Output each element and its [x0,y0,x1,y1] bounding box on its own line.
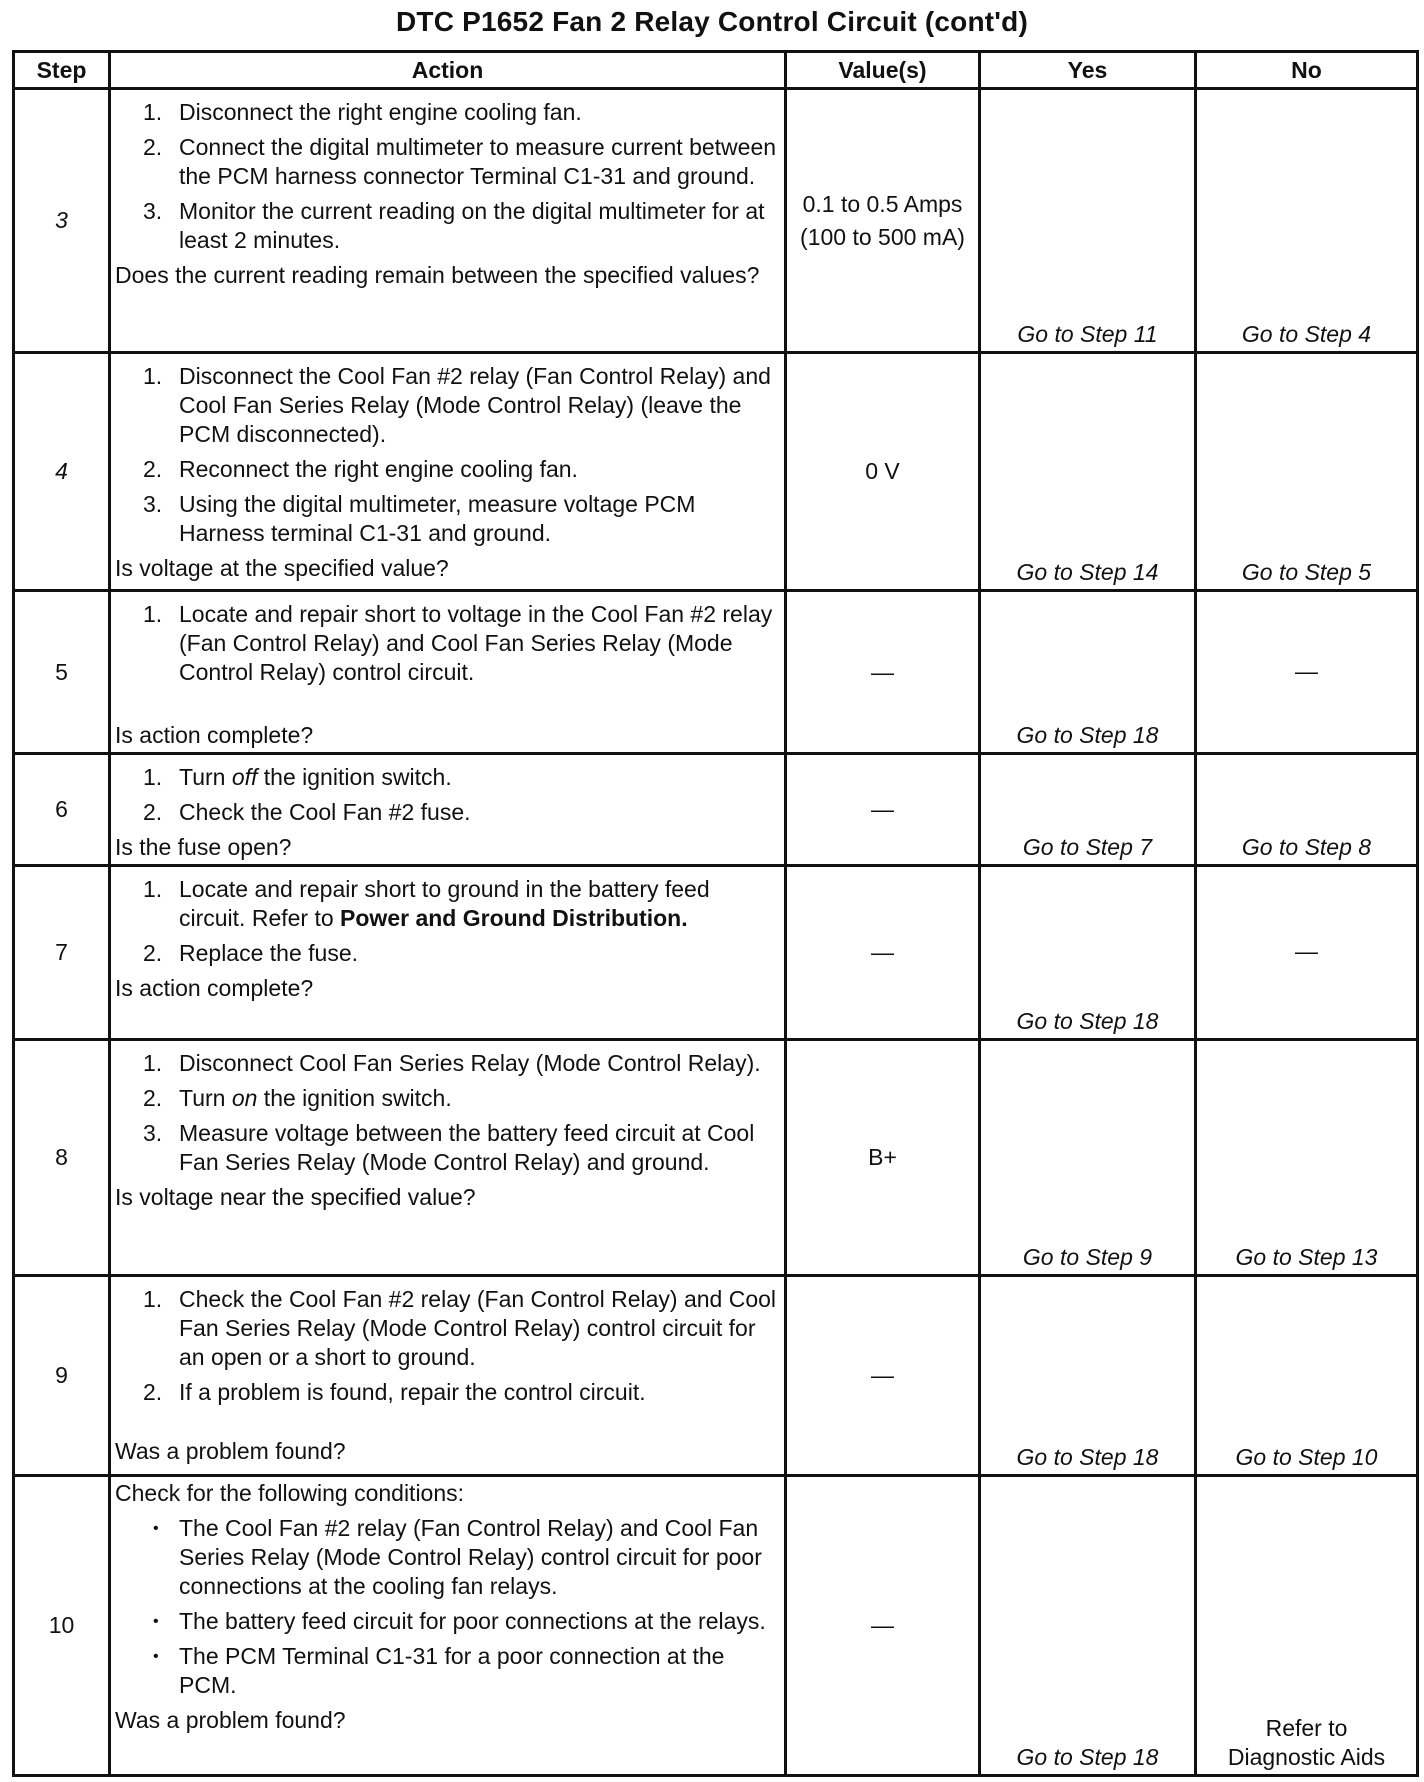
action-question: Is action complete? [115,975,314,1001]
yes-cell: Go to Step 9 [980,1040,1196,1276]
table-row [14,1276,1418,1476]
no-line: Diagnostic Aids [1227,1744,1386,1770]
no-cell: Go to Step 8 [1196,754,1418,866]
action-item: 1. Check the Cool Fan #2 relay (Fan Control Relay) and Cool Fan Series Relay (Mode Control Relay) control circuit for an open or a short to ground. [143,1286,777,1370]
action-item: 1. Turn off the ignition switch. [143,764,452,790]
action-item: 1. Disconnect Cool Fan Series Relay (Mode Control Relay). [143,1050,761,1076]
value-cell: — [786,1476,980,1776]
step-number: 4 [14,353,110,591]
action-item: 3. Measure voltage between the battery feed circuit at Cool Fan Series Relay (Mode Control Relay) and ground. [143,1120,755,1175]
value-cell: B+ [786,1040,980,1276]
action-item: 3. Monitor the current reading on the digital multimeter for at least 2 minutes. [143,198,765,253]
yes-cell: Go to Step 11 [980,89,1196,353]
action-item: 3. Using the digital multimeter, measure voltage PCM Harness terminal C1-31 and ground. [143,491,696,546]
cross-reference: Power and Ground Distribution [340,905,682,931]
header-values: Value(s) [786,52,980,89]
step-number: 3 [14,89,110,353]
table-row [14,591,1418,754]
action-item: 1. Disconnect the Cool Fan #2 relay (Fan Control Relay) and Cool Fan Series Relay (Mode Control Relay) (leave the PCM disconnected). [143,363,771,447]
action-item: 2. Connect the digital multimeter to measure current between the PCM harness connector Terminal C1-31 and ground. [143,134,777,189]
value-cell: — [786,866,980,1040]
no-cell: — [1196,866,1418,1040]
header-yes: Yes [980,52,1196,89]
step-number: 8 [14,1040,110,1276]
action-item: 2. If a problem is found, repair the control circuit. [143,1379,646,1405]
action-cell [110,591,786,754]
no-cell: Go to Step 13 [1196,1040,1418,1276]
table-row [14,353,1418,591]
step-number: 10 [14,1476,110,1776]
table-row [14,89,1418,353]
table-row [14,1476,1418,1776]
action-cell [110,1476,786,1776]
action-bullet: • The Cool Fan #2 relay (Fan Control Relay) and Cool Fan Series Relay (Mode Control Relay) control circuit for poor connections at the cooling fan relays. [115,1514,780,1601]
page-title: DTC P1652 Fan 2 Relay Control Circuit (cont'd) [396,6,1028,37]
action-intro: Check for the following conditions: [115,1480,465,1506]
step-number: 5 [14,591,110,754]
action-item: 2. Check the Cool Fan #2 fuse. [143,799,471,825]
value-cell: 0 V [786,353,980,591]
action-cell [110,1040,786,1276]
step-number: 6 [14,754,110,866]
action-item: 2. Reconnect the right engine cooling fan. [143,456,578,482]
no-cell: Go to Step 4 [1196,89,1418,353]
action-item: 1. Locate and repair short to ground in the battery feed circuit. Refer to Power and Ground Distribution. [143,876,710,931]
value-cell [786,89,980,353]
value-line: 0.1 to 0.5 Amps [802,190,963,217]
yes-cell: Go to Step 18 [980,866,1196,1040]
header-row [14,52,1418,89]
action-cell [110,89,786,353]
action-question: Is voltage at the specified value? [115,555,449,581]
diagnostic-table [12,50,1419,1777]
action-bullet: • The PCM Terminal C1-31 for a poor connection at the PCM. [115,1642,780,1700]
step-number: 7 [14,866,110,1040]
action-question: Was a problem found? [115,1438,346,1464]
action-cell [110,754,786,866]
no-cell: Go to Step 5 [1196,353,1418,591]
header-action: Action [110,52,786,89]
table-row [14,1040,1418,1276]
action-question: Is the fuse open? [115,834,292,860]
yes-cell: Go to Step 18 [980,1476,1196,1776]
action-question: Was a problem found? [115,1707,346,1733]
header-step: Step [14,52,110,89]
value-line: (100 to 500 mA) [800,223,965,250]
action-item: 2. Turn on the ignition switch. [143,1085,452,1111]
no-cell [1196,1476,1418,1776]
step-number: 9 [14,1276,110,1476]
value-cell: — [786,754,980,866]
action-cell [110,1276,786,1476]
action-question: Is action complete? [115,722,314,748]
action-cell [110,866,786,1040]
action-bullet: • The battery feed circuit for poor connections at the relays. [115,1607,780,1636]
value-cell: — [786,1276,980,1476]
table-row [14,754,1418,866]
table-row [14,866,1418,1040]
action-item: 1. Disconnect the right engine cooling fan. [143,99,582,125]
action-question: Is voltage near the specified value? [115,1184,476,1210]
yes-cell: Go to Step 18 [980,1276,1196,1476]
yes-cell: Go to Step 18 [980,591,1196,754]
value-cell: — [786,591,980,754]
no-line: Refer to [1265,1715,1348,1741]
action-question: Does the current reading remain between the specified values? [115,262,760,288]
yes-cell: Go to Step 7 [980,754,1196,866]
action-cell [110,353,786,591]
action-item: 2. Replace the fuse. [143,940,359,966]
yes-cell: Go to Step 14 [980,353,1196,591]
action-item: 1. Locate and repair short to voltage in the Cool Fan #2 relay (Fan Control Relay) and Cool Fan Series Relay (Mode Control Relay) control circuit. [143,601,773,685]
header-no: No [1196,52,1418,89]
no-cell: Go to Step 10 [1196,1276,1418,1476]
no-cell: — [1196,591,1418,754]
